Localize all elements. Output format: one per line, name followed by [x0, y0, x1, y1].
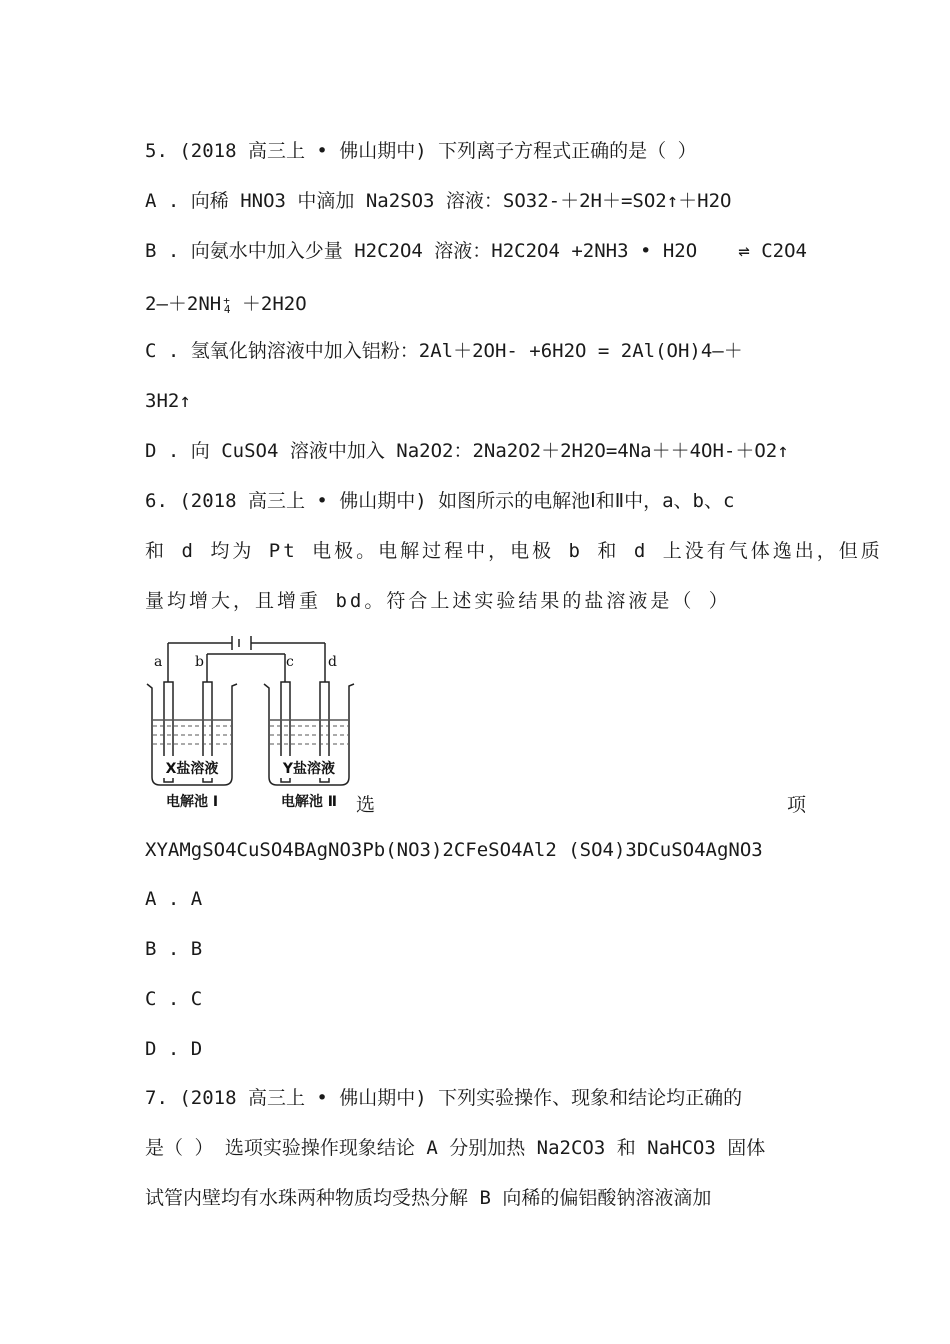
q6-option-header-right: 项: [787, 794, 807, 816]
q6-stem-line1: 6. (2018 高三上 • 佛山期中) 如图所示的电解池Ⅰ和Ⅱ中，a、b、c: [145, 490, 735, 512]
q5-option-d: D . 向 CuSO4 溶液中加入 Na2O2：2Na2O2＋2H2O=4Na＋＋4OH-＋O2↑: [145, 440, 789, 462]
electrolysis-diagram: [140, 622, 380, 814]
q5-stem: 5. (2018 高三上 • 佛山期中) 下列离子方程式正确的是（ ）: [145, 140, 697, 162]
q7-stem-line3: 试管内壁均有水珠两种物质均受热分解 B 向稀的偏铝酸钠溶液滴加: [145, 1187, 712, 1209]
q5-b2-superscript: +: [223, 294, 230, 307]
label-a: a: [154, 654, 163, 670]
q6-option-b: B . B: [145, 938, 203, 960]
q7-stem-line2: 是（ ） 选项实验操作现象结论 A 分别加热 Na2CO3 和 NaHCO3 固体: [145, 1137, 766, 1159]
solution-x-label: X盐溶液: [165, 761, 219, 777]
q6-option-a: A . A: [145, 888, 203, 910]
q5-option-c-line2: 3H2↑: [145, 390, 191, 412]
q5-option-a: A . 向稀 HNO3 中滴加 Na2SO3 溶液：SO32-＋2H＋=SO2↑＋H2O: [145, 190, 732, 212]
label-b: b: [195, 654, 204, 670]
solution-y-label: Y盐溶液: [282, 761, 336, 777]
q6-stem-line3: 量均增大，且增重 bd。符合上述实验结果的盐溶液是（ ）: [145, 590, 731, 612]
q6-option-c: C . C: [145, 988, 203, 1010]
q5-option-c-line1: C . 氢氧化钠溶液中加入铝粉：2Al＋2OH- +6H2O = 2Al(OH)4—＋: [145, 340, 743, 362]
q5-b2-subscript: 4: [223, 303, 231, 316]
q7-stem-line1: 7. (2018 高三上 • 佛山期中) 下列实验操作、现象和结论均正确的: [145, 1087, 743, 1109]
q6-stem-line2: 和 d 均为 Pt 电极。电解过程中，电极 b 和 d 上没有气体逸出，但质: [145, 540, 883, 562]
q6-table-row: XYAMgSO4CuSO4BAgNO3Pb(NO3)2CFeSO4Al2 (SO4)3DCuSO4AgNO3: [145, 839, 763, 861]
q5-option-b-line2: [145, 289, 807, 322]
label-c: c: [286, 654, 294, 670]
q5-b2-prefix: 2—＋2NH: [145, 293, 222, 315]
q5-option-b-product: C2O4: [761, 240, 807, 262]
cell-1-label: 电解池 Ⅰ: [165, 794, 219, 810]
q5-option-b-text: B . 向氨水中加入少量 H2C2O4 溶液：H2C2O4 +2NH3 • H2O: [145, 240, 698, 262]
equilibrium-arrow-icon: ⇌: [738, 240, 750, 262]
q5-b2-suffix: ＋2H2O: [230, 293, 307, 315]
cell-2-label: 电解池 Ⅱ: [280, 794, 338, 810]
q6-option-d: D . D: [145, 1038, 203, 1060]
q6-option-header-left: 选: [356, 794, 376, 816]
q5-option-b-line1: [145, 239, 807, 263]
label-d: d: [328, 654, 337, 670]
